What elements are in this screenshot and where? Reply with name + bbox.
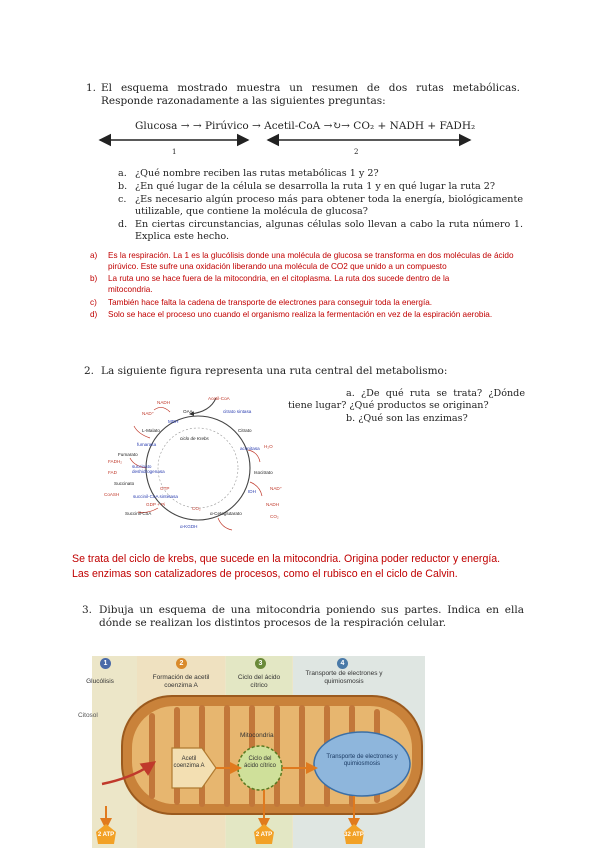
- q1-sub-c-letter: c.: [118, 194, 127, 205]
- cycle-cofactor-nad-1: NAD⁺: [142, 411, 155, 416]
- stage-num-4: 4: [337, 658, 348, 669]
- stage-label-4-text: Transporte de electrones y quimiosmosis: [305, 670, 383, 685]
- cycle-cofactor-nad-2: NAD⁺: [270, 486, 283, 491]
- cycle-enzyme-sdh: succinato deshidrogenasa: [132, 464, 165, 474]
- q2-answer-2: Las enzimas son catalizadores de procesos, como el rubisco en el ciclo de Calvin.: [72, 568, 458, 580]
- q1-sub-d-letter: d.: [118, 219, 128, 230]
- stage-label-3-text: Ciclo del ácido cítrico: [237, 674, 281, 689]
- q1-sub-b: ¿En qué lugar de la célula se desarrolla la ruta 1 y en qué lugar la ruta 2?: [135, 181, 495, 192]
- q1-sub-b-letter: b.: [118, 181, 128, 192]
- q3-text: Dibuja un esquema de una mitocondria poniendo sus partes. Indica en ella dónde se realizan los distintos procesos de la respiración celular.: [99, 604, 524, 629]
- cycle-cofactor-fadh2: FADH₂: [108, 459, 123, 464]
- cycle-cofactor-nadh-top: NADH: [157, 400, 171, 405]
- q1-answer-c-letter: c): [90, 298, 97, 307]
- cycle-metabolite-alpha-kg: α-Cetoglutarato: [210, 511, 242, 516]
- q1-answer-c: También hace falta la cadena de transporte de electrones para conseguir toda la energía.: [108, 298, 433, 307]
- atp-badge-1: 2 ATP: [97, 832, 115, 838]
- citosol-label: Citosol: [78, 712, 98, 719]
- stage-label-1-text: Glucólisis: [86, 678, 114, 685]
- stage-num-1: 1: [100, 658, 111, 669]
- cycle-metabolite-malate: L-Malato: [142, 428, 160, 433]
- q1-answer-d-letter: d): [90, 310, 98, 319]
- q2-text: La siguiente figura representa una ruta central del metabolismo:: [101, 365, 448, 377]
- mitochondrion-shape: [92, 656, 425, 848]
- q2-sub-a: a. ¿De qué ruta se trata? ¿Dónde tiene lugar? ¿Qué productos se originan?: [288, 388, 525, 411]
- q1-equation: Glucosa → → Pirúvico → Acetil-CoA →↻→ CO₂ + NADH + FADH₂: [135, 120, 476, 132]
- cycle-metabolite-succinate: Succinato: [114, 481, 135, 486]
- cycle-enzyme-succinyl-coa-synthetase: succinil-CoA sintetasa: [133, 494, 178, 499]
- stage-num-3: 3: [255, 658, 266, 669]
- cycle-cofactor-gtp: GTP: [160, 486, 170, 491]
- cycle-cofactor-co2-2: CO₂: [270, 514, 279, 519]
- cycle-metabolite-fumarate: Fumarato: [118, 452, 138, 457]
- cycle-enzyme-idh: IDH: [248, 489, 256, 494]
- cycle-metabolite-succinyl-coa: Succinil-CoA: [125, 511, 152, 516]
- inner-transport-label: Transporte de electrones y quimiosmosis: [326, 754, 398, 767]
- stage-num-2: 2: [176, 658, 187, 669]
- q1-number: 1.: [86, 82, 97, 94]
- route-2-label: 2: [354, 148, 359, 156]
- cycle-metabolite-citrate: Citrato: [238, 428, 252, 433]
- q1-sub-a-letter: a.: [118, 168, 127, 179]
- q1-answer-a: Es la respiración. La 1 es la glucólisis donde una molécula de glucosa se transforma en dos moléculas de ácido pirúvico. Este sufre una oxidación liberando una molécula de CO2 que unido a un compuesto: [108, 251, 514, 271]
- route-arrows: [98, 134, 473, 154]
- cycle-cofactor-fad: FAD: [108, 470, 117, 475]
- cycle-cofactor-h2o: H₂O: [264, 444, 273, 449]
- cycle-metabolite-isocitrate: Isocitrato: [254, 470, 273, 475]
- atp-badge-3: 32 ATP: [344, 832, 364, 838]
- cycle-enzyme-aconitase: aconitasa: [240, 446, 260, 451]
- krebs-cycle-diagram: [98, 390, 288, 540]
- q1-answer-b-letter: b): [90, 274, 98, 283]
- q1-answer-b: La ruta uno se hace fuera de la mitocondria, en el citoplasma. La ruta dos sucede dentro de la mitocondria.: [108, 274, 450, 294]
- mito-label: Mitocondria: [240, 732, 274, 739]
- q1-text: El esquema mostrado muestra un resumen de dos rutas metabólicas. Responde razonadamente a las siguientes preguntas:: [101, 82, 520, 107]
- q3-number: 3.: [82, 604, 93, 616]
- cycle-cofactor-co2-1: CO₂: [192, 506, 201, 511]
- q1-sub-c: ¿Es necesario algún proceso más para obtener toda la energía, biológicamente utilizable, que contiene la molécula de glucosa?: [135, 194, 523, 217]
- q2-answer-1: Se trata del ciclo de krebs, que sucede en la mitocondria. Origina poder reductor y energía.: [72, 553, 501, 565]
- cycle-metabolite-acetyl-coa: Acetil-CoA: [208, 396, 230, 401]
- q1-sub-d: En ciertas circunstancias, algunas células solo llevan a cabo la ruta número 1. Explica este hecho.: [135, 219, 523, 242]
- q2-sub-b: b. ¿Qué son las enzimas?: [346, 413, 468, 424]
- q1-answer-d: Solo se hace el proceso uno cuando el organismo realiza la fermentación en vez de la espiración aerobia.: [108, 310, 493, 319]
- side-loop-nad-1: [154, 407, 170, 412]
- atp-badge-2: 2 ATP: [255, 832, 273, 838]
- cycle-cofactor-coash: CoASH: [104, 492, 120, 497]
- route-1-label: 1: [172, 148, 177, 156]
- stage-label-2-text: Formación de acetil coenzima A: [152, 674, 210, 689]
- q2-number: 2.: [84, 365, 95, 377]
- cycle-metabolite-oaa: OAA: [183, 409, 193, 414]
- mitochondria-figure: [78, 656, 425, 848]
- inner-cycle-label: Ciclo del ácido cítrico: [243, 756, 276, 769]
- cycle-cofactor-gdp-pi: GDP + Pi: [146, 502, 166, 507]
- cycle-enzyme-citrate-synthase: citrato sintasa: [223, 409, 252, 414]
- cycle-center-label: ciclo de Krebs: [180, 436, 209, 441]
- cycle-enzyme-mdh: MDH: [168, 419, 179, 424]
- cycle-cofactor-nadh-right: NADH: [266, 502, 280, 507]
- q1-answer-a-letter: a): [90, 251, 98, 260]
- q1-sub-a: ¿Qué nombre reciben las rutas metabólicas 1 y 2?: [135, 168, 379, 179]
- side-loop-co2-2: [218, 518, 232, 530]
- cycle-enzyme-akgdh: α-KGDH: [180, 524, 198, 529]
- cycle-enzyme-fumarase: fumarasa: [137, 442, 157, 447]
- inner-acetyl-label: Acetil coenzima A: [173, 756, 205, 769]
